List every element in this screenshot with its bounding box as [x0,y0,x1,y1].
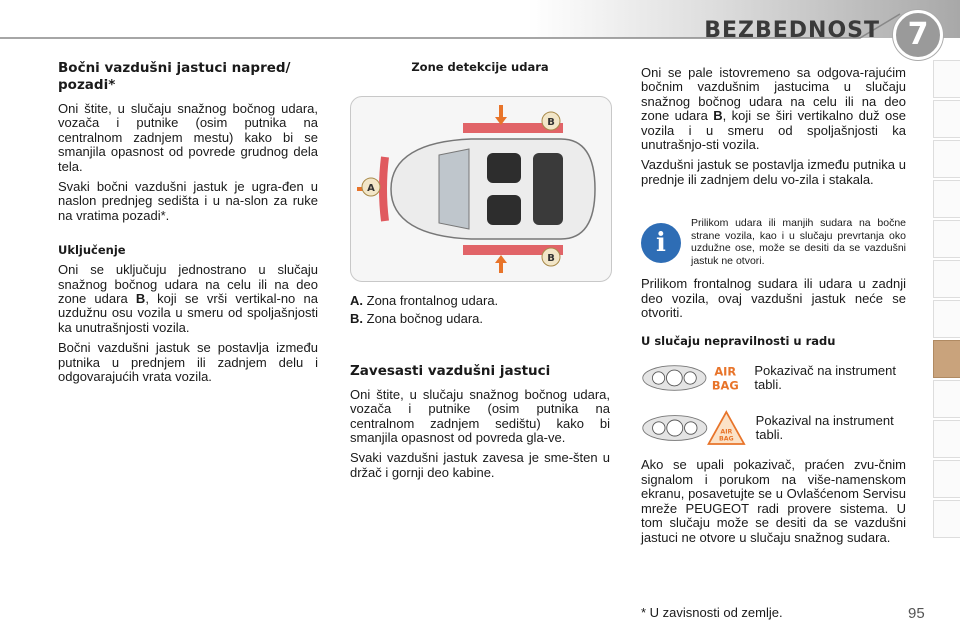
paragraph: Oni štite, u slučaju snažnog bočnog udara, vozača i putnike (osim putnika na centralnom zadnjem mestu) kako bi se smanjila opasnost od povrede grudnog dela tela. [58,101,318,174]
chapter-tab[interactable] [933,100,960,138]
paragraph: Vazdušni jastuk se postavlja između putnika u prednje ili zadnjem delu vo-zila i stakala. [641,157,906,187]
marker-b-top-label: B [547,117,555,128]
paragraph: Ako se upali pokazivač, praćen zvu-čnim signalom i porukom na više-namenskom ekranu, posavetujte se u Ovlašćenom Servisu mreže PEUGEOT radi provere sistema. U tom slučaju može se desiti da se vazdušni jastuci ne otvore u slučaju snažnog sudara. [641,457,906,545]
chapter-tabs [934,60,960,580]
chapter-number: 7 [893,10,943,60]
text-run: , koji se širi vertikalno duž ose vozila i u smeru od spoljašnjosti ka unutrašnjo-sti vozila. [641,108,906,153]
marker-a-label: A [367,183,375,194]
instrument-cluster-icon [641,358,746,398]
page-title: BEZBEDNOST [704,18,880,43]
warning-indicator-1 [641,358,906,398]
chapter-tab[interactable] [933,60,960,98]
text-run: Oni se pale istovremeno sa odgova-rajućim bočnim vazdušnim jastucima u slučaju snažnog bočnog udara na celu ili na deo zone udara [641,65,906,124]
paragraph: Oni štite, u slučaju snažnog bočnog udara, vozača i putnike (osim putnika na centralnom zadnjem sedištu) kako bi smanjila opasnost od povreda gla-ve. [350,386,610,446]
warning-indicator-2 [641,408,906,448]
section-heading-curtain-airbags: Zavesasti vazdušni jastuci [350,362,551,379]
column-middle [350,60,610,486]
chapter-tab[interactable] [933,260,960,298]
paragraph [58,263,318,335]
legend-b [350,312,610,326]
page-header [0,0,960,58]
section-heading-side-airbags: Bočni vazdušni jastuci napred/ pozadi* [58,60,291,93]
legend-text: Zona frontalnog udara. [366,293,499,308]
page-number: 95 [908,605,925,622]
chapter-tab[interactable] [933,380,960,418]
paragraph: Svaki bočni vazdušni jastuk je ugra-đen u naslon prednjeg sedišta i u na-slon za ruke na vratima pozadi*. [58,179,318,223]
info-icon: i [641,223,681,263]
subheading-activation: Uključenje [58,243,126,258]
chapter-tab[interactable] [933,300,960,338]
chapter-tab[interactable] [933,420,960,458]
car-diagram [350,96,612,282]
zones-title: Zone detekcije udara [411,60,549,74]
chapter-tab[interactable] [933,140,960,178]
paragraph: Bočni vazdušni jastuk se postavlja između putnika u prednjem ili zadnjem delu i odgovarajućih vrata vozila. [58,340,318,385]
subheading-malfunction: U slučaju nepravilnosti u radu [641,334,836,349]
column-right [641,66,906,551]
column-left [58,60,318,391]
warning-label: Pokazival na instrument tabli. [755,413,894,443]
warning-label: Pokazivač na instrument tabli. [754,363,896,393]
airbag-warning-text-bottom: BAG [711,378,739,393]
info-text: Prilikom udara ili manjih sudara na bočne strane vozila, kao i u slučaju prevrtanja oko uzdužne ose, može se desiti da se vazdušni jastuk ne otvori. [691,217,906,267]
text-run: , koji se vrši vertikal-no na uzdužnu osu vozila u smeru od spoljašnjosti ka unutrašnjosti vozila. [58,291,318,335]
legend-key: B. [350,311,363,327]
marker-b-bottom-label: B [547,253,555,264]
triangle-text-bottom: BAG [719,435,734,443]
legend-a [350,294,610,308]
chapter-tab[interactable] [933,180,960,218]
zone-ref: B [713,108,723,124]
paragraph: Svaki vazdušni jastuk zavesa je sme-šten u držač i gornji deo kabine. [350,450,610,480]
zone-ref: B [135,291,146,307]
chapter-tab[interactable] [933,460,960,498]
chapter-tab-active[interactable] [933,340,960,378]
legend-text: Zona bočnog udara. [366,311,483,327]
info-note [641,217,906,267]
footnote: * U zavisnosti od zemlje. [641,605,783,620]
paragraph: Prilikom frontalnog sudara ili udara u zadnji deo vozila, ovaj vazdušni jastuk neće se otvoriti. [641,276,906,321]
chapter-tab[interactable] [933,220,960,258]
text-run: Oni se uključuju jednostrano u slučaju snažnog bočnog udara na celu ili na deo zone udara [58,262,318,307]
triangle-text-top: AIR [720,428,733,436]
airbag-warning-text-top: AIR [714,364,737,379]
legend-key: A. [350,293,363,308]
instrument-cluster-icon [641,408,748,448]
paragraph [641,66,906,152]
car-top-view [351,97,611,281]
chapter-tab[interactable] [933,500,960,538]
